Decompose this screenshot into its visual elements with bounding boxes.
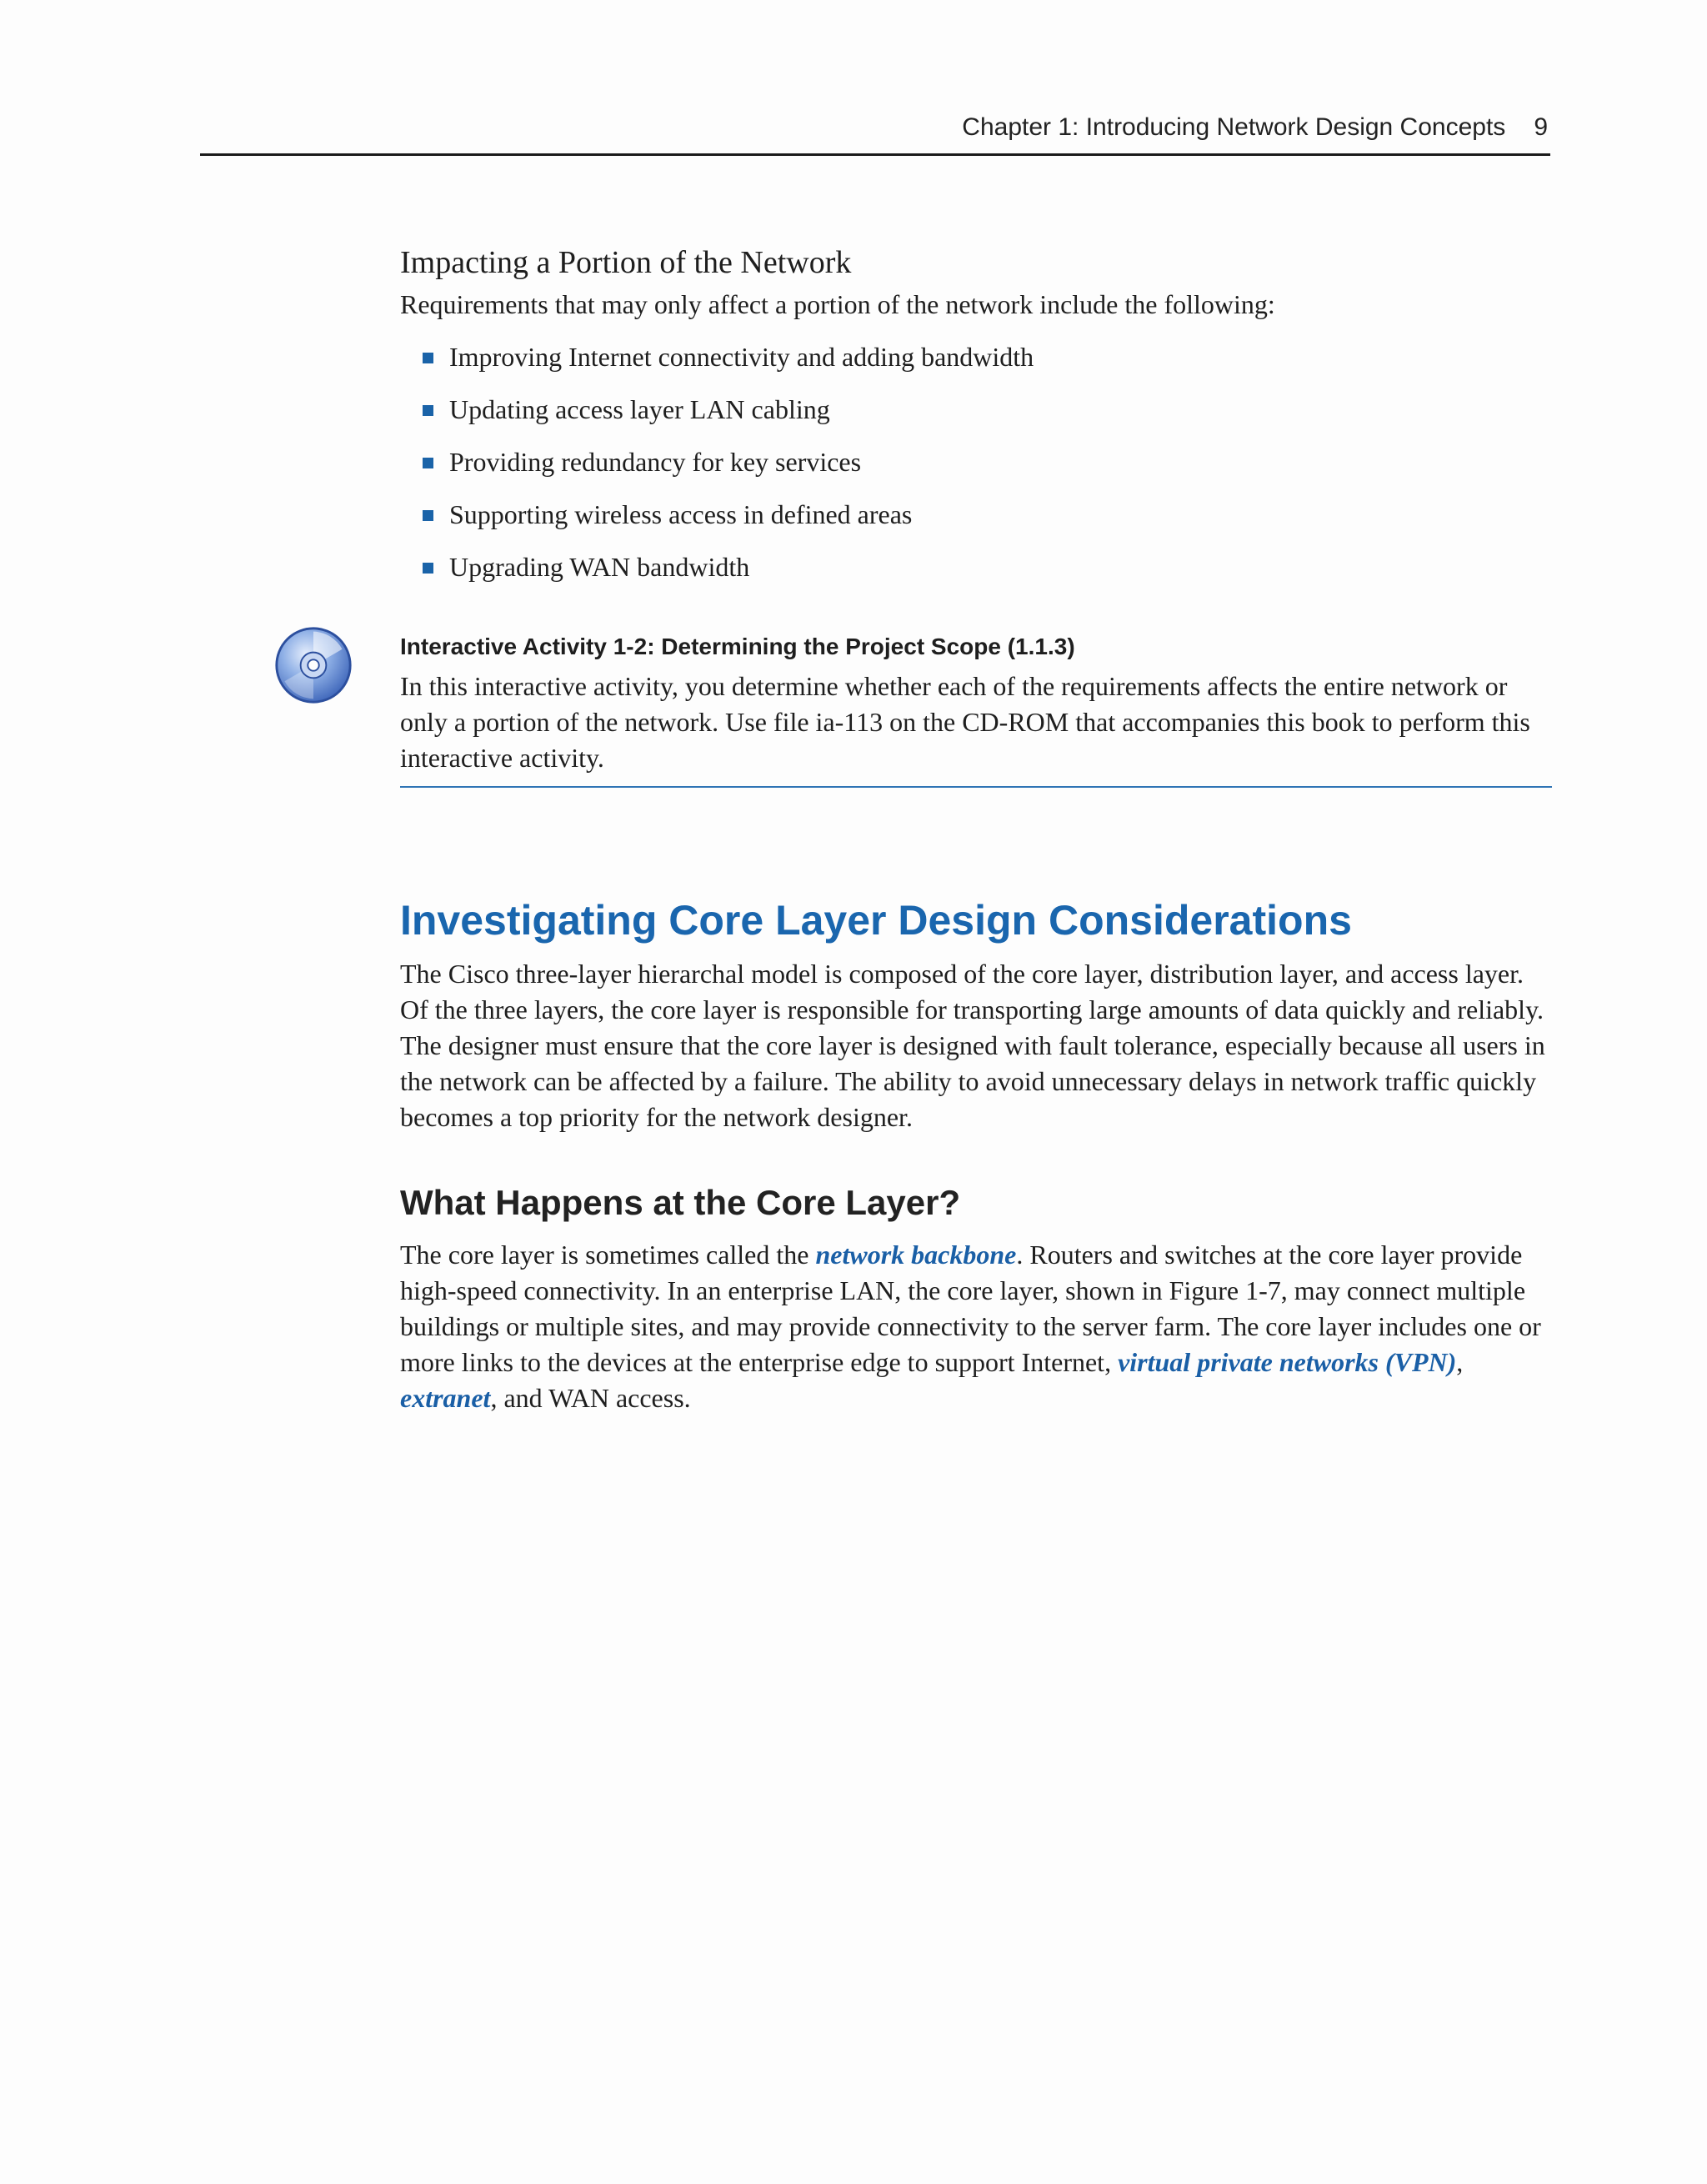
list-item — [400, 549, 1552, 585]
activity-title: Interactive Activity 1-2: Determining the Project Scope (1.1.3) — [400, 634, 1075, 659]
list-item-text: Upgrading WAN bandwidth — [449, 552, 750, 582]
bullet-square-icon — [423, 353, 433, 363]
core-body: The Cisco three-layer hierarchal model is composed of the core layer, distribution layer, and access layer. Of the three layers, the core layer is responsible for transporting large amounts of data quickly and reliably. The designer must ensure that the core layer is designed with fault tolerance, especially because all users in the network can be affected by a failure. The ability to avoid unnecessary delays in network traffic quickly becomes a top priority for the network designer. — [400, 959, 1545, 1132]
list-item-text: Improving Internet connectivity and adding bandwidth — [449, 342, 1034, 372]
list-item — [400, 339, 1552, 375]
key-term-vpn: virtual private networks (VPN) — [1118, 1347, 1457, 1377]
subsection-title: What Happens at the Core Layer? — [400, 1183, 961, 1222]
key-term-extranet: extranet — [400, 1383, 491, 1413]
cd-rom-icon — [273, 625, 353, 705]
paragraph-text: , — [1456, 1347, 1464, 1377]
paragraph-text: . Routers and switches at the core layer provide high-speed connectivity. In an enterprise LAN, the core layer, shown in Figure 1-7, may connect multiple buildings or multiple sites, and may provide connectivity to the server farm. The core layer includes one or more links to the devices at the enterprise edge to support Internet, — [400, 1240, 1541, 1377]
chapter-title: Chapter 1: Introducing Network Design Concepts — [962, 113, 1506, 141]
list-item — [400, 392, 1552, 428]
portion-intro: Requirements that may only affect a portion of the network include the following: — [400, 289, 1275, 319]
paragraph-text: The core layer is sometimes called the — [400, 1240, 816, 1270]
list-item-text: Supporting wireless access in defined areas — [449, 499, 913, 529]
requirements-list — [400, 339, 1552, 585]
running-header — [200, 113, 1550, 156]
list-item — [400, 444, 1552, 480]
bullet-square-icon — [423, 510, 433, 521]
bullet-square-icon — [423, 405, 433, 416]
list-item — [400, 497, 1552, 533]
activity-text: In this interactive activity, you determine whether each of the requirements affects the entire network or only a portion of the network. Use file ia-113 on the CD-ROM that accompanies this book to perform this interactive activity. — [400, 671, 1530, 773]
paragraph-text: , and WAN access. — [490, 1383, 691, 1413]
key-term-network-backbone: network backbone — [815, 1240, 1017, 1270]
page-number: 9 — [1534, 113, 1548, 141]
list-item-text: Providing redundancy for key services — [449, 447, 862, 477]
bullet-square-icon — [423, 563, 433, 574]
bullet-square-icon — [423, 458, 433, 468]
list-item-text: Updating access layer LAN cabling — [449, 394, 830, 424]
portion-heading: Impacting a Portion of the Network — [400, 245, 852, 280]
interactive-activity-box — [400, 630, 1552, 788]
page-content — [400, 240, 1552, 1416]
core-layer-paragraph — [400, 1237, 1552, 1416]
section-title: Investigating Core Layer Design Considerations — [400, 897, 1352, 944]
